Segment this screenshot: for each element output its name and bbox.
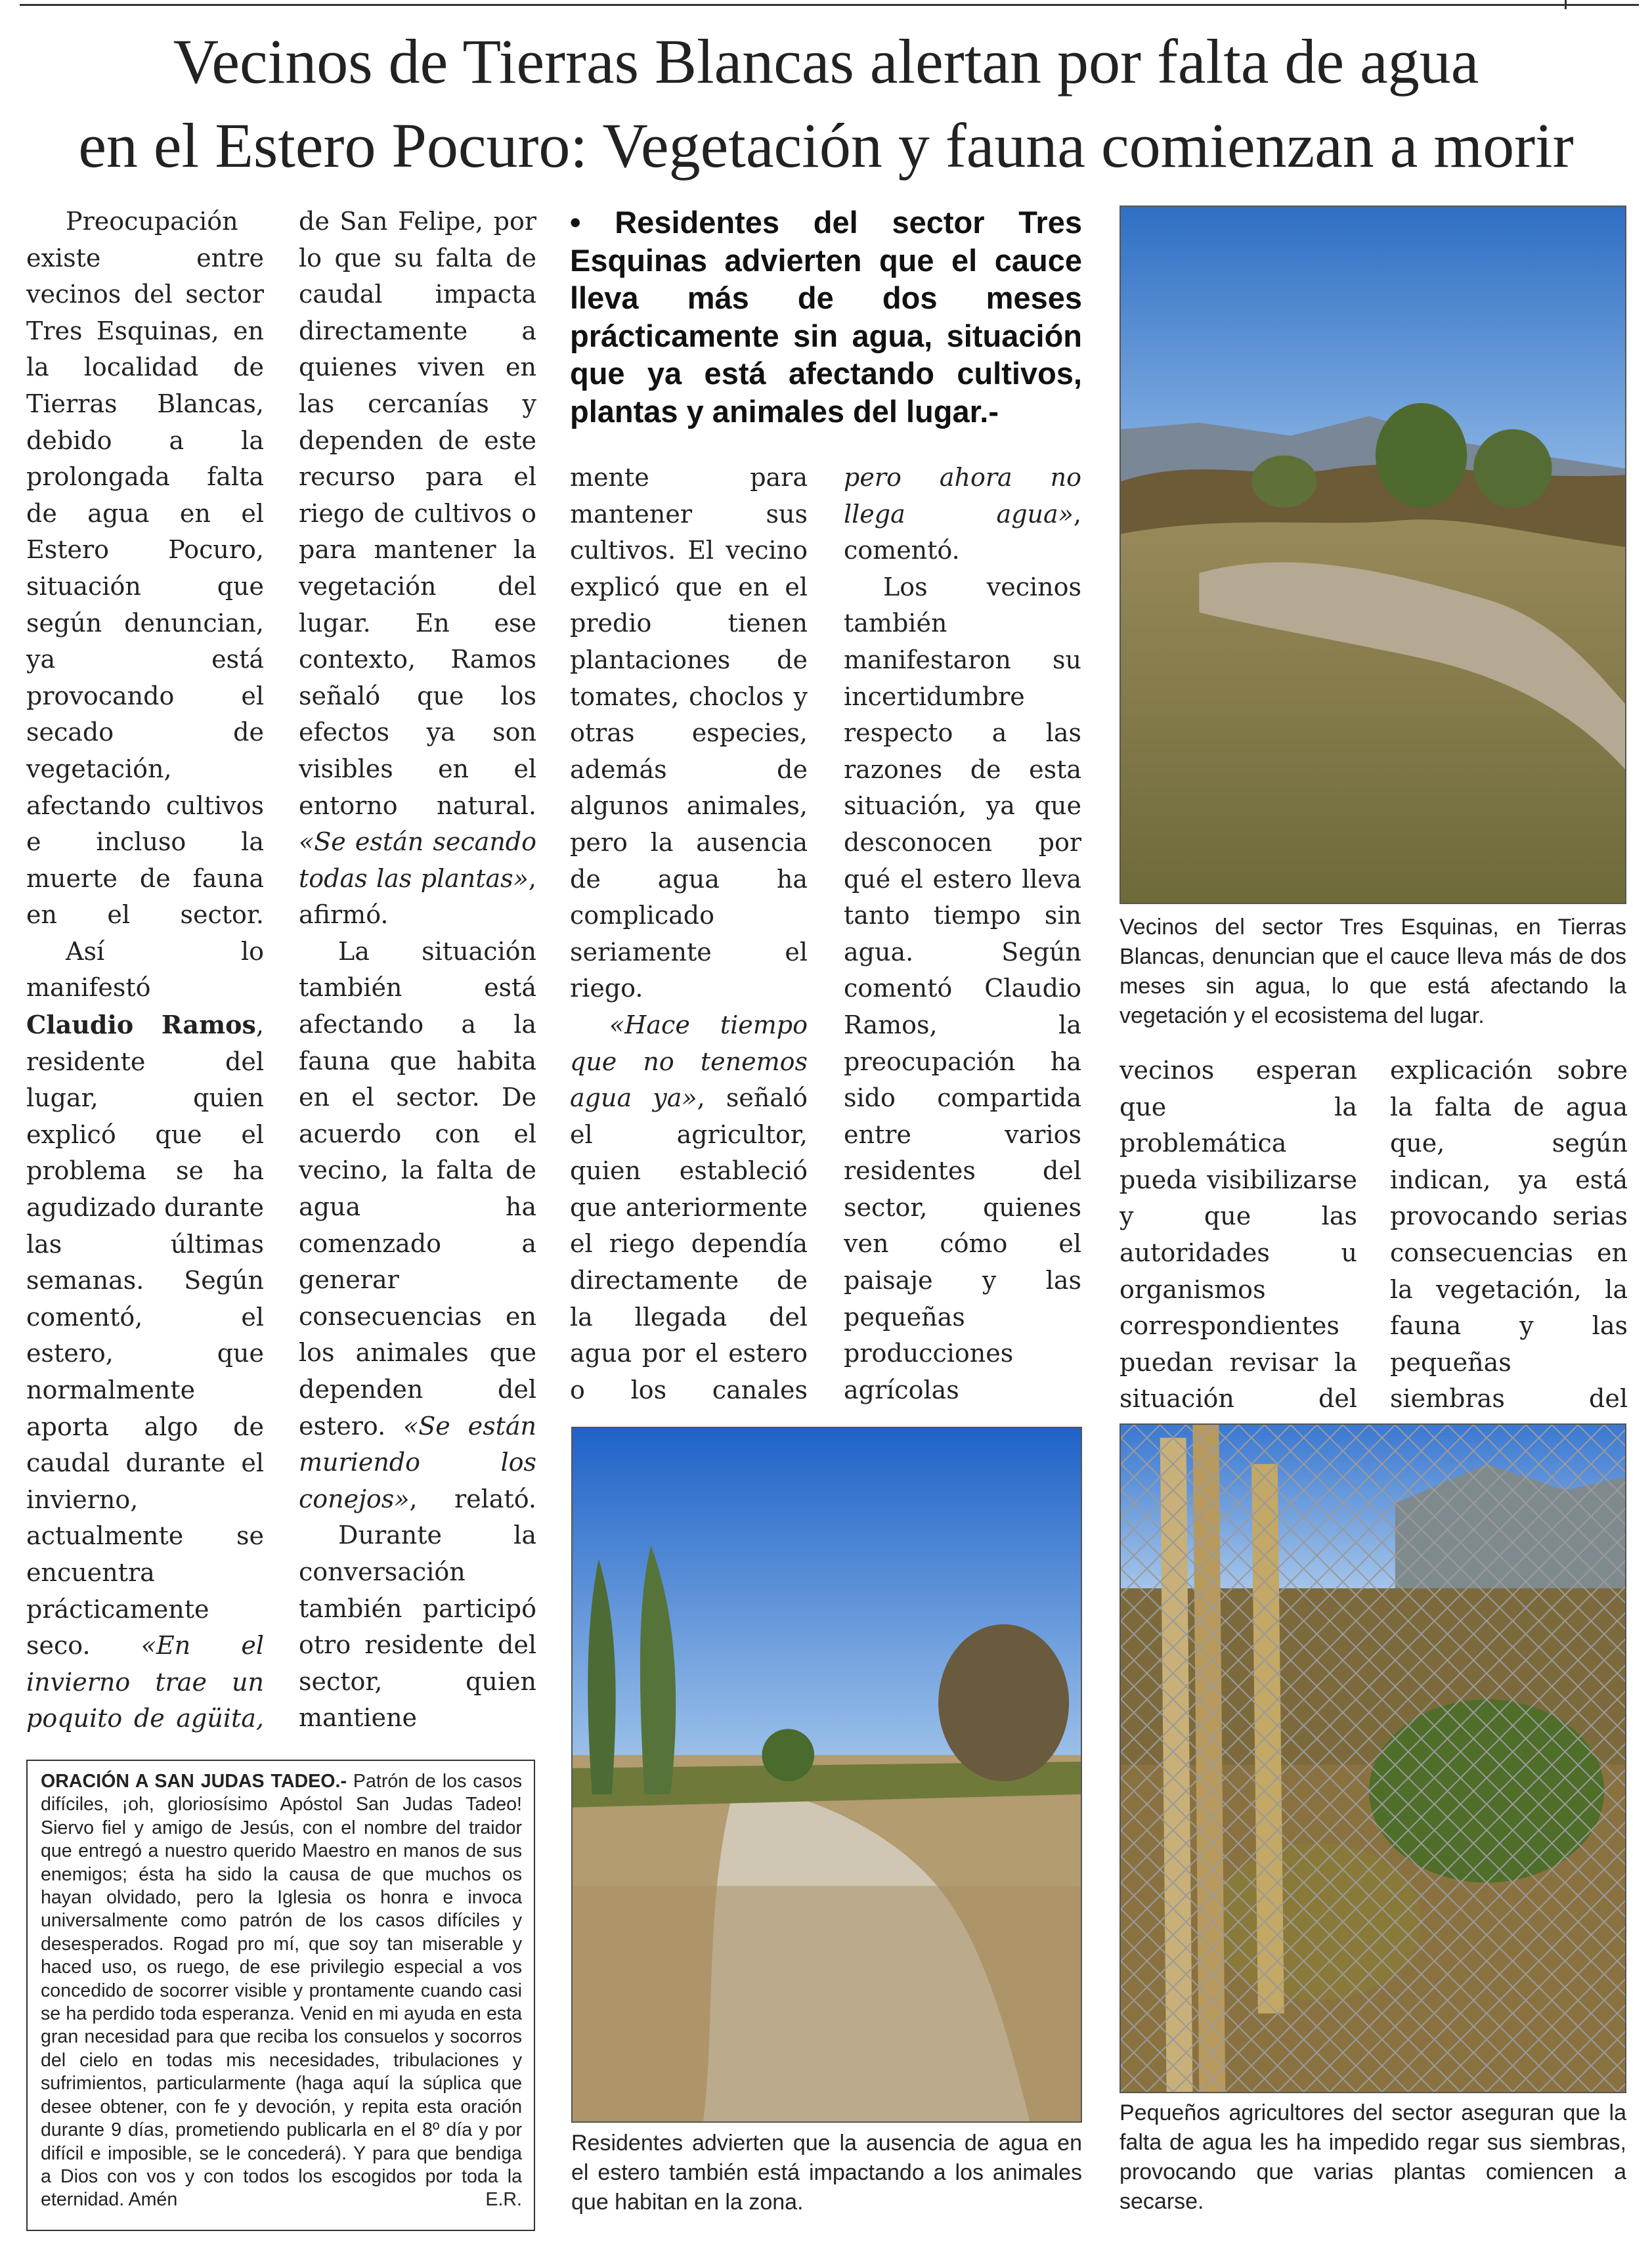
paragraph-text: , residente del lugar, quien explicó que el problema se ha agudizado durante las últimas semanas. Según comentó, el estero, que normalmente aporta algo de caudal durante el invierno, actualmente se encuentra prácticamente seco. [26,1010,264,1660]
quote: pero ahora no llega agua» [844,463,1081,529]
paragraph-text: La situación también está afectando a la fauna que habita en el sector. De acuerdo con el vecino, la falta de agua ha comenzado a generar consecuencias en los animales que dependen del estero. [299,936,536,1441]
paragraph-text: Así lo manifestó [26,936,264,1003]
article-column-1 [26,204,264,1740]
caption-photo-2: Residentes advierten que la ausencia de agua en el estero también está impactando a los animales que habitan en la zona. [571,2131,1082,2215]
prayer-title: ORACIÓN A SAN JUDAS TADEO.- [41,1771,347,1792]
paragraph [299,934,536,1518]
paragraph-text: de San Felipe, por lo que su falta de caudal impacta directamente a quienes viven en las cercanías y dependen de este recurso para el riego de cultivos o para mantener la vegetación del lugar. En ese contexto, Ramos señaló que los efectos ya son visibles en el entorno natural. [299,207,536,820]
photo-dry-riverbed-image [1121,207,1625,903]
quote: «Hace tiempo que no tenemos agua ya» [570,1010,808,1113]
article-column-3 [570,460,808,1405]
paragraph-text: vecinos esperan que la problemática pueda visibilizarse y que las autoridades u organismos correspondientes puedan revisar la situación del [1119,1056,1357,1414]
paragraph-text: mente para mantener sus cultivos. El vecino explicó que en el predio tienen plantaciones de tomates, choclos y otras especies, además de algunos animales, pero la ausencia de agua ha complicado seriamente el riego. [570,463,808,1003]
article-column-6 [1390,1052,1628,1420]
paragraph-text: , comentó. [844,499,1081,565]
prayer-text: Patrón de los casos difíciles, ¡oh, gloriosísimo Apóstol San Judas Tadeo! Siervo fiel y amigo de Jesús, con el nombre del traidor que entregó a nuestro querido Maestro en manos de sus enemigos; ésta ha sido la causa de que muchos os hayan olvidado, pero la Iglesia os honra e invoca universalmente como patrón de los casos difíciles y desesperados. Rogad pro mí, que soy tan miserable y haced uso, os ruego, de ese privilegio especial a vos concedido de socorrer visible y prontamente cuando casi se ha perdido toda esperanza. Venid en mi ayuda en esta gran necesidad para que reciba los consuelos y socorros del cielo en todas mis necesidades, tribulaciones y sufrimientos, particularmente (haga aquí la súplica que desee obtener, con fe y devoción, y repita esta oración durante 9 días, prometiendo publicarla en el 8º día y por difícil e imposible, se le concederá). Y para que bendiga a Dios con vos y con todos los escogidos por toda la eternidad. Amén [41,1771,522,2211]
article-column-5 [1119,1052,1357,1420]
headline-line-1: Vecinos de Tierras Blancas alertan por falta de agua [173,26,1479,97]
top-rule [20,4,1639,6]
headline-line-2: en el Estero Pocuro: Vegetación y fauna comienzan a morir [78,110,1574,181]
caption-photo-3: Pequeños agricultores del sector aseguran que la falta de agua les ha impedido regar sus siembras, provocando que varias plantas comiencen a secarse. [1119,2100,1626,2214]
paragraph [26,934,264,1740]
paragraph [26,204,264,934]
headline [26,20,1626,188]
paragraph-text: , afirmó. [299,863,536,930]
article-column-2 [299,204,536,1740]
quote: «Se están secando todas las plantas» [299,827,536,893]
top-rule-mark [1565,0,1567,9]
photo-dry-riverbed [1119,206,1626,904]
paragraph-text: , señaló el agricultor, quien estableció que anteriormente el riego dependía directamente de la llegada del agua por el estero o los canales [570,1083,808,1404]
photo-dry-crops [1119,1423,1626,2093]
paragraph [570,460,808,1007]
paragraph [844,460,1081,569]
photo-dry-crops-image [1121,1425,1625,2092]
paragraph [1390,1052,1628,1420]
paragraph [570,1007,808,1405]
paragraph [299,1517,536,1740]
paragraph-text: Preocupación existe entre vecinos del sector Tres Esquinas, en la localidad de Tierras Blancas, debido a la prolongada falta de agua en el Estero Pocuro, situación que según denuncian, ya está provocando el secado de vegetación, afectando cultivos e incluso la muerte de fauna en el sector. [26,207,264,930]
caption-photo-1: Vecinos del sector Tres Esquinas, en Tierras Blancas, denuncian que el cauce lleva más de dos meses sin agua, lo que está afectando la vegetación y el ecosistema del lugar. [1119,915,1626,1028]
paragraph-text: , relató. [409,1484,536,1513]
paragraph-text: Los vecinos también manifestaron su incertidumbre respecto a las razones de esta situación, ya que desconocen por qué el estero lleva tanto tiempo sin agua. Según comentó Claudio Ramos, la preocupación ha sido compartida entre varios residentes del sector, quienes ven cómo el paisaje y las pequeñas producciones agrícolas [844,572,1081,1404]
photo-riverbed-trees-image [573,1428,1081,2121]
quote: «En el invierno trae un poquito de agüita, [26,1631,264,1733]
prayer-box [26,1760,535,2231]
photo-riverbed-trees [571,1427,1082,2123]
paragraph-text: explicación sobre la falta de agua que, según indican, ya está provocando serias consecuencias en la vegetación, la fauna y las pequeñas siembras del [1390,1056,1628,1414]
quote: «Se están muriendo los conejos» [299,1411,536,1513]
article-lead: • Residentes del sector Tres Esquinas advierten que el cauce lleva más de dos meses prácticamente sin agua, situación que ya está afectando cultivos, plantas y animales del lugar.- [570,205,1082,429]
article-column-4 [844,460,1081,1405]
paragraph-text: Durante la conversación también participó otro residente del sector, quien mantiene [299,1521,536,1733]
source-name: Claudio Ramos [26,1010,256,1040]
paragraph [1119,1052,1357,1420]
prayer-signature: E.R. [485,2189,522,2211]
paragraph [299,204,536,934]
paragraph [844,569,1081,1405]
